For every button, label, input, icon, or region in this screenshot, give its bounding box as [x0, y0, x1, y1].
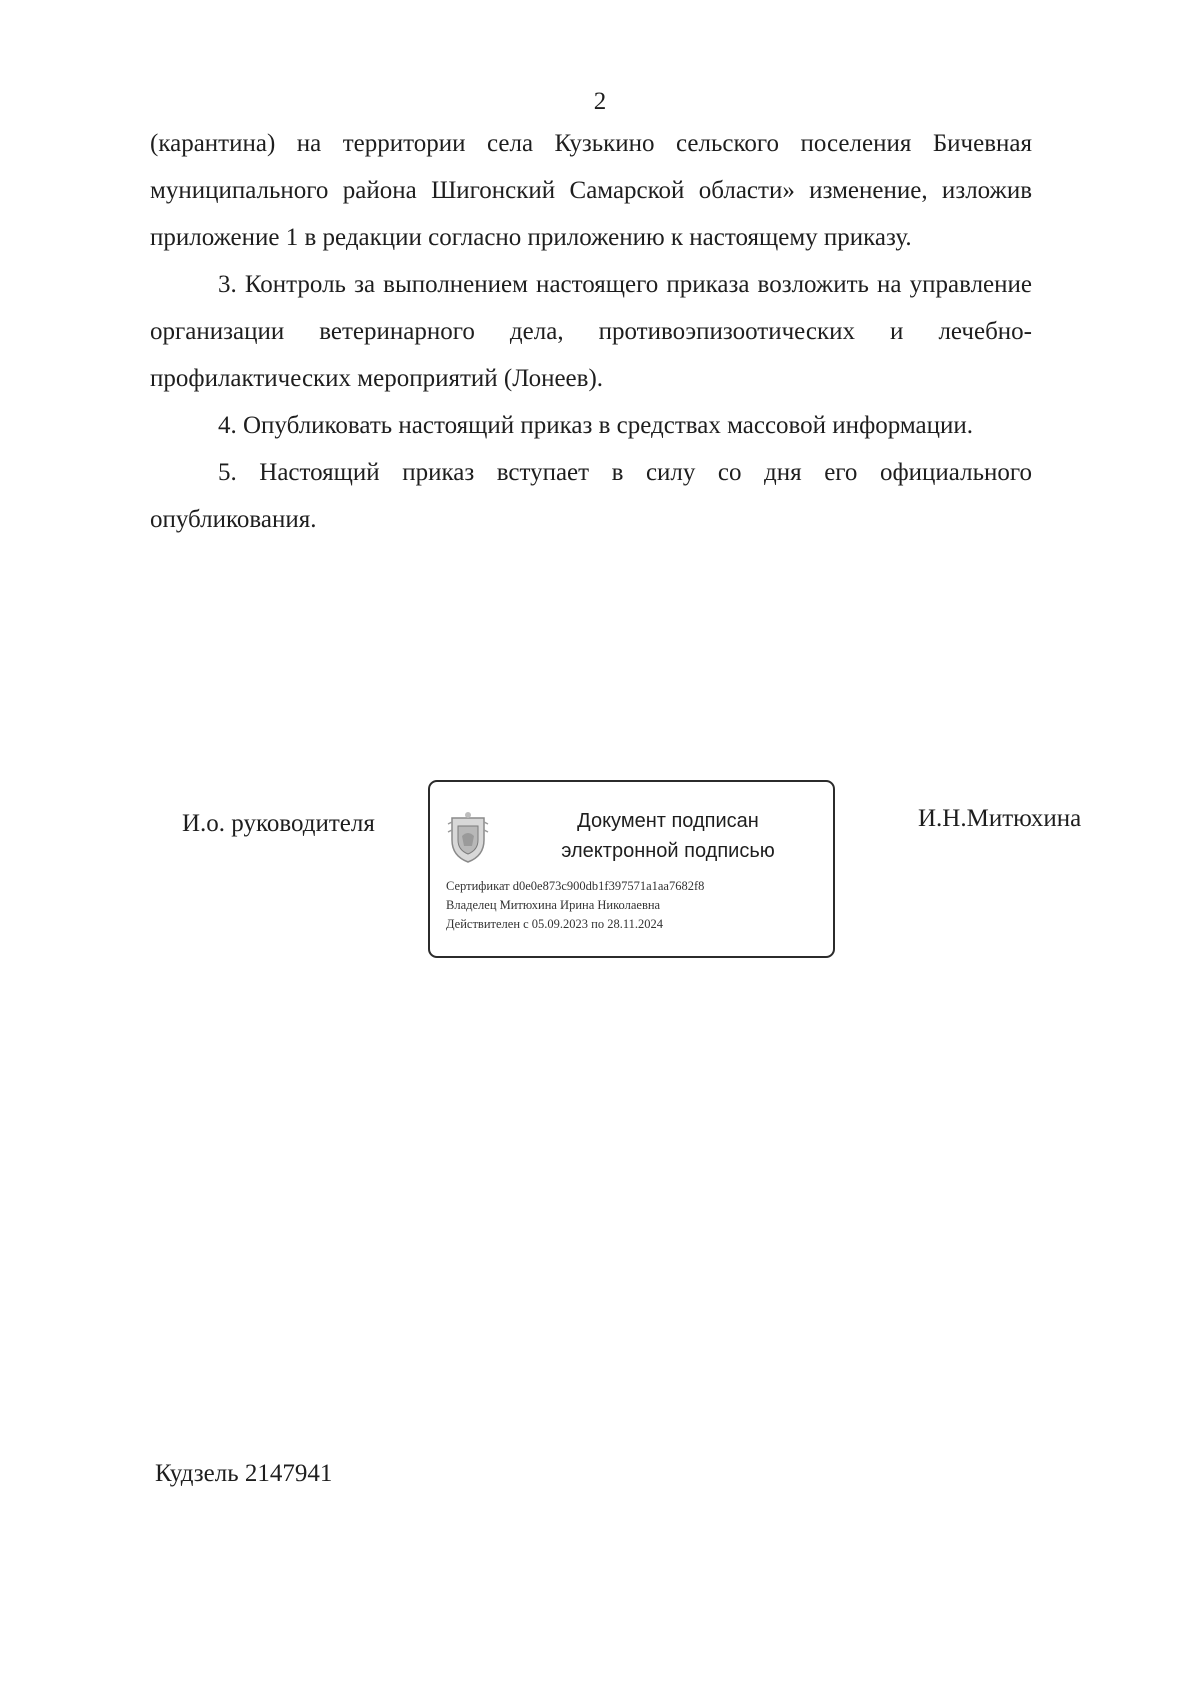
signer-name: И.Н.Митюхина	[918, 805, 1082, 832]
paragraph-item-3: 3. Контроль за выполнением настоящего приказа возложить на управление организации ветеринарного дела, противоэпизоотических и лечебно-профилактических мероприятий (Лонеев).	[150, 271, 1032, 392]
stamp-validity: Действителен с 05.09.2023 по 28.11.2024	[446, 917, 664, 931]
page-number: 2	[593, 88, 607, 115]
paragraph-item-4: 4. Опубликовать настоящий приказ в средствах массовой информации.	[218, 412, 974, 439]
stamp-title-line-2: электронной подписью	[561, 840, 775, 862]
stamp-owner: Владелец Митюхина Ирина Николаевна	[446, 898, 661, 912]
e-signature-stamp	[428, 780, 835, 958]
signer-position: И.о. руководителя	[182, 810, 375, 837]
paragraph-item-5: 5. Настоящий приказ вступает в силу со дня его официального опубликования.	[150, 459, 1032, 533]
stamp-details	[446, 877, 704, 934]
executor-code: Кудзель 2147941	[155, 1460, 333, 1487]
document-body	[150, 120, 1032, 543]
stamp-certificate: Сертификат d0e0e873c900db1f397571a1aa7682f8	[446, 879, 705, 893]
coat-of-arms-icon	[446, 810, 490, 864]
stamp-title	[518, 806, 818, 866]
stamp-title-line-1: Документ подписан	[577, 810, 759, 832]
paragraph-continuation: (карантина) на территории села Кузькино сельского поселения Бичевная муниципального района Шигонский Самарской области» изменение, изложив приложение 1 в редакции согласно приложению к настоящему приказу.	[150, 130, 1032, 251]
